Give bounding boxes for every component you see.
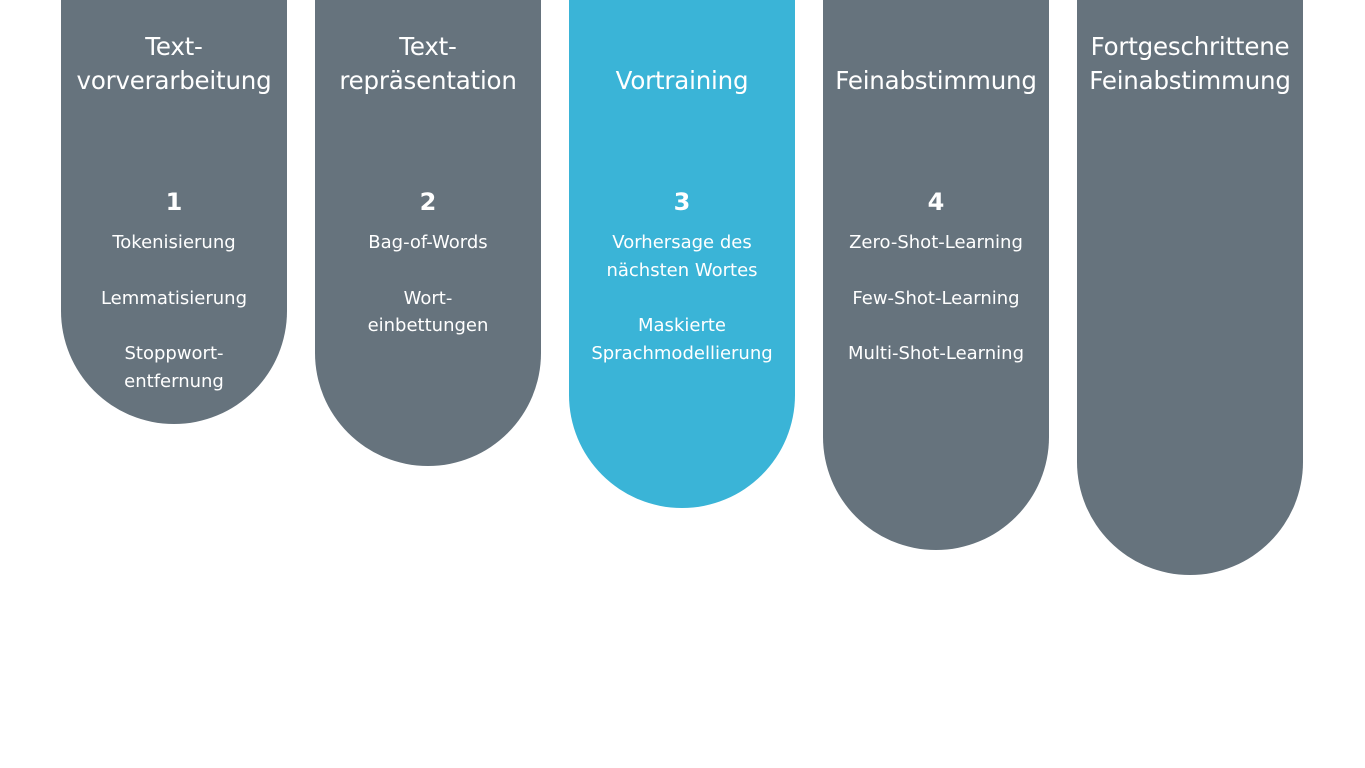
stage-5-title: Fortgeschrittene Feinabstimmung (1089, 32, 1291, 95)
stage-4-items (823, 229, 1049, 396)
stage-1-items (61, 229, 287, 423)
stage-4-number: 4 (927, 188, 945, 216)
stage-2-pill (315, 0, 541, 466)
stage-4-item-zero-shot: Zero-Shot-Learning (849, 232, 1023, 253)
stage-1-item-tokenization: Tokenisierung (112, 232, 236, 253)
stage-4-title: Feinabstimmung (835, 66, 1037, 95)
stage-3-title: Vortraining (615, 66, 749, 95)
stage-1-title: Text- vorverarbeitung (76, 32, 272, 95)
stage-2-number: 2 (419, 188, 437, 216)
stage-1-item-lemmatization: Lemmatisierung (100, 287, 248, 309)
stage-3-item-masked-language-modeling: Maskierte Sprachmodellierung (591, 315, 773, 364)
stage-3-number: 3 (673, 188, 691, 216)
stage-1-number: 1 (165, 188, 183, 216)
stage-1-pill (61, 0, 287, 424)
stage-3-items (569, 229, 795, 395)
stage-1-item-stopword-removal: Stoppwort- entfernung (124, 343, 224, 392)
stage-4-pill (823, 0, 1049, 550)
stage-5-pill (1077, 0, 1303, 575)
stage-2-item-bag-of-words: Bag-of-Words (368, 232, 488, 253)
stage-2-items (315, 229, 541, 368)
stage-3-item-next-word-prediction: Vorhersage des nächsten Wortes (606, 232, 758, 281)
stage-2-title: Text- repräsentation (339, 32, 517, 95)
stage-3-pill (569, 0, 795, 508)
stage-4-item-multi-shot: Multi-Shot-Learning (847, 343, 1025, 364)
stage-4-item-few-shot: Few-Shot-Learning (852, 287, 1020, 309)
stage-2-item-word-embeddings: Wort- einbettungen (367, 287, 489, 336)
